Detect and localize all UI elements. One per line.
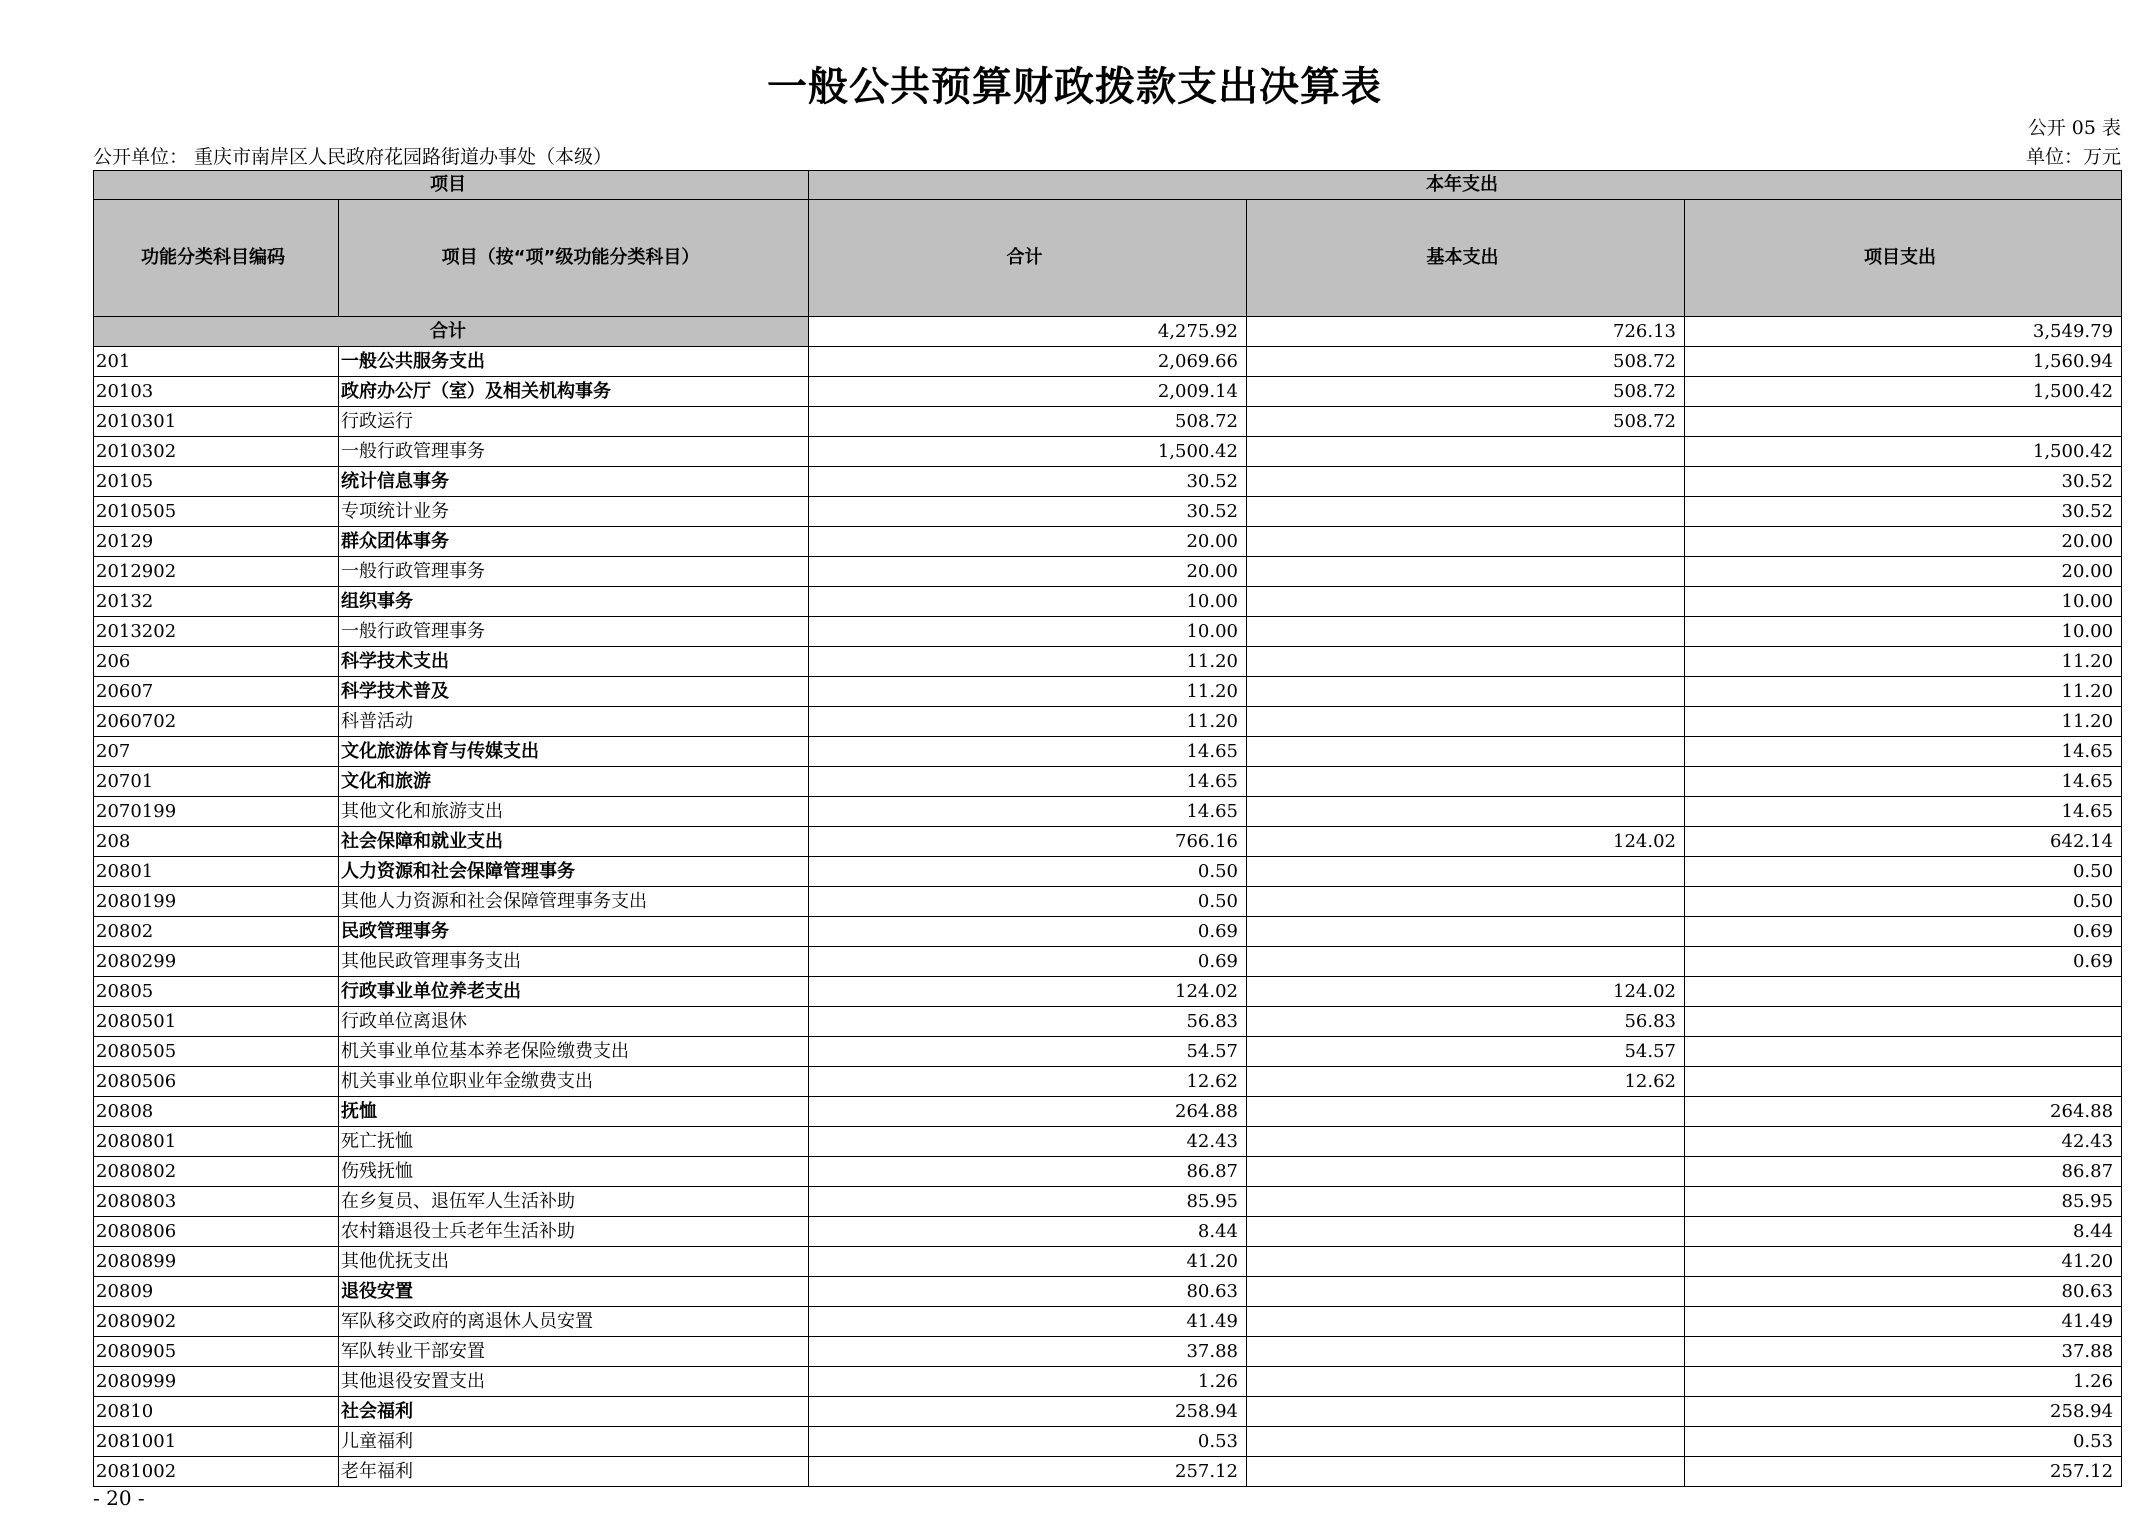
row-total: 1.26	[809, 1367, 1247, 1397]
row-total: 0.69	[809, 947, 1247, 977]
row-basic: 12.62	[1247, 1067, 1685, 1097]
row-total: 20.00	[809, 527, 1247, 557]
table-row	[94, 827, 2122, 857]
row-code: 20132	[94, 587, 339, 617]
row-total: 2,009.14	[809, 377, 1247, 407]
row-total: 508.72	[809, 407, 1247, 437]
table-row	[94, 1037, 2122, 1067]
table-row	[94, 1307, 2122, 1337]
table-row	[94, 767, 2122, 797]
unit-line	[93, 142, 2121, 168]
row-code: 20810	[94, 1397, 339, 1427]
row-total: 1,500.42	[809, 437, 1247, 467]
row-basic	[1247, 497, 1685, 527]
total-row	[94, 317, 2122, 347]
row-total: 30.52	[809, 497, 1247, 527]
table-row	[94, 1097, 2122, 1127]
row-project: 11.20	[1685, 707, 2122, 737]
row-name: 其他文化和旅游支出	[339, 797, 809, 827]
row-basic	[1247, 917, 1685, 947]
table-row	[94, 1187, 2122, 1217]
table-row	[94, 467, 2122, 497]
row-basic	[1247, 1367, 1685, 1397]
table-row	[94, 407, 2122, 437]
table-row	[94, 1127, 2122, 1157]
table-row	[94, 1157, 2122, 1187]
row-code: 2080902	[94, 1307, 339, 1337]
row-total: 85.95	[809, 1187, 1247, 1217]
row-code: 2080299	[94, 947, 339, 977]
row-total: 0.53	[809, 1427, 1247, 1457]
table-row	[94, 377, 2122, 407]
row-total: 766.16	[809, 827, 1247, 857]
row-name: 其他退役安置支出	[339, 1367, 809, 1397]
row-project: 0.50	[1685, 887, 2122, 917]
table-row	[94, 1397, 2122, 1427]
table-row	[94, 1007, 2122, 1037]
table-row	[94, 617, 2122, 647]
row-name: 机关事业单位基本养老保险缴费支出	[339, 1037, 809, 1067]
row-project: 20.00	[1685, 527, 2122, 557]
row-basic	[1247, 1097, 1685, 1127]
row-project: 10.00	[1685, 587, 2122, 617]
row-total: 11.20	[809, 707, 1247, 737]
table-row	[94, 947, 2122, 977]
row-code: 20808	[94, 1097, 339, 1127]
row-name: 文化旅游体育与传媒支出	[339, 737, 809, 767]
row-code: 20802	[94, 917, 339, 947]
row-total: 10.00	[809, 617, 1247, 647]
row-name: 民政管理事务	[339, 917, 809, 947]
row-total: 41.20	[809, 1247, 1247, 1277]
table-number: 公开 05 表	[2027, 117, 2121, 139]
header-item: 项目（按“项”级功能分类科目）	[339, 200, 809, 317]
row-basic: 508.72	[1247, 377, 1685, 407]
table-row	[94, 527, 2122, 557]
row-code: 2060702	[94, 707, 339, 737]
row-total: 10.00	[809, 587, 1247, 617]
row-name: 其他民政管理事务支出	[339, 947, 809, 977]
row-code: 2080801	[94, 1127, 339, 1157]
header-project-expenditure: 项目支出	[1685, 200, 2122, 317]
page-title: 一般公共预算财政拨款支出决算表	[767, 64, 1382, 110]
table-row	[94, 1427, 2122, 1457]
row-basic	[1247, 1127, 1685, 1157]
row-total: 86.87	[809, 1157, 1247, 1187]
table-row	[94, 917, 2122, 947]
row-name: 一般公共服务支出	[339, 347, 809, 377]
table-row	[94, 707, 2122, 737]
row-basic	[1247, 1427, 1685, 1457]
table-row	[94, 557, 2122, 587]
row-basic: 124.02	[1247, 977, 1685, 1007]
table-row	[94, 797, 2122, 827]
row-name: 文化和旅游	[339, 767, 809, 797]
row-project: 14.65	[1685, 797, 2122, 827]
row-project: 41.20	[1685, 1247, 2122, 1277]
table-row	[94, 1277, 2122, 1307]
row-code: 2080905	[94, 1337, 339, 1367]
row-code: 2013202	[94, 617, 339, 647]
row-basic	[1247, 1157, 1685, 1187]
row-project: 41.49	[1685, 1307, 2122, 1337]
row-project: 1,500.42	[1685, 437, 2122, 467]
row-name: 机关事业单位职业年金缴费支出	[339, 1067, 809, 1097]
row-code: 2080803	[94, 1187, 339, 1217]
row-basic	[1247, 737, 1685, 767]
header-total: 合计	[809, 200, 1247, 317]
header-row-1	[94, 171, 2122, 200]
row-name: 儿童福利	[339, 1427, 809, 1457]
row-basic	[1247, 797, 1685, 827]
row-code: 207	[94, 737, 339, 767]
row-name: 一般行政管理事务	[339, 557, 809, 587]
row-code: 2010302	[94, 437, 339, 467]
header-project: 项目	[94, 171, 809, 200]
row-project: 0.69	[1685, 917, 2122, 947]
row-total: 41.49	[809, 1307, 1247, 1337]
row-basic: 54.57	[1247, 1037, 1685, 1067]
table-row	[94, 1067, 2122, 1097]
row-code: 2080505	[94, 1037, 339, 1067]
row-name: 科学技术普及	[339, 677, 809, 707]
row-code: 206	[94, 647, 339, 677]
table-row	[94, 587, 2122, 617]
row-basic	[1247, 587, 1685, 617]
table-row	[94, 1337, 2122, 1367]
row-basic	[1247, 707, 1685, 737]
row-basic: 508.72	[1247, 347, 1685, 377]
row-name: 政府办公厅（室）及相关机构事务	[339, 377, 809, 407]
row-total: 264.88	[809, 1097, 1247, 1127]
total-project: 3,549.79	[1685, 317, 2122, 347]
row-code: 20801	[94, 857, 339, 887]
row-code: 201	[94, 347, 339, 377]
row-basic: 508.72	[1247, 407, 1685, 437]
row-basic	[1247, 1277, 1685, 1307]
row-project: 10.00	[1685, 617, 2122, 647]
row-code: 2012902	[94, 557, 339, 587]
header-current-year: 本年支出	[809, 171, 2122, 200]
row-code: 20805	[94, 977, 339, 1007]
row-code: 2010505	[94, 497, 339, 527]
table-row	[94, 647, 2122, 677]
row-project: 37.88	[1685, 1337, 2122, 1367]
row-basic	[1247, 857, 1685, 887]
row-project	[1685, 407, 2122, 437]
row-code: 2080806	[94, 1217, 339, 1247]
row-project: 30.52	[1685, 467, 2122, 497]
row-basic	[1247, 437, 1685, 467]
row-project: 0.53	[1685, 1427, 2122, 1457]
header-row-2	[94, 200, 2122, 317]
row-project: 20.00	[1685, 557, 2122, 587]
row-project: 258.94	[1685, 1397, 2122, 1427]
row-total: 14.65	[809, 797, 1247, 827]
row-basic	[1247, 617, 1685, 647]
row-name: 退役安置	[339, 1277, 809, 1307]
row-project: 642.14	[1685, 827, 2122, 857]
row-basic	[1247, 647, 1685, 677]
row-basic	[1247, 767, 1685, 797]
row-name: 统计信息事务	[339, 467, 809, 497]
row-name: 社会保障和就业支出	[339, 827, 809, 857]
row-total: 14.65	[809, 737, 1247, 767]
header-code: 功能分类科目编码	[94, 200, 339, 317]
row-total: 11.20	[809, 647, 1247, 677]
row-name: 人力资源和社会保障管理事务	[339, 857, 809, 887]
table-row	[94, 677, 2122, 707]
row-total: 0.50	[809, 857, 1247, 887]
row-basic	[1247, 467, 1685, 497]
row-code: 2010301	[94, 407, 339, 437]
row-project: 0.50	[1685, 857, 2122, 887]
row-name: 一般行政管理事务	[339, 437, 809, 467]
row-project: 14.65	[1685, 767, 2122, 797]
row-basic	[1247, 557, 1685, 587]
table-row	[94, 857, 2122, 887]
row-total: 2,069.66	[809, 347, 1247, 377]
table-row	[94, 1457, 2122, 1487]
row-total: 0.69	[809, 917, 1247, 947]
table-row	[94, 977, 2122, 1007]
row-code: 2080999	[94, 1367, 339, 1397]
row-basic	[1247, 1457, 1685, 1487]
row-total: 257.12	[809, 1457, 1247, 1487]
row-code: 20103	[94, 377, 339, 407]
row-name: 在乡复员、退伍军人生活补助	[339, 1187, 809, 1217]
page-number: - 20 -	[93, 1486, 145, 1510]
row-total: 14.65	[809, 767, 1247, 797]
row-code: 2080802	[94, 1157, 339, 1187]
row-project: 42.43	[1685, 1127, 2122, 1157]
row-project: 264.88	[1685, 1097, 2122, 1127]
row-code: 2081001	[94, 1427, 339, 1457]
row-total: 8.44	[809, 1217, 1247, 1247]
row-name: 科普活动	[339, 707, 809, 737]
row-basic	[1247, 1397, 1685, 1427]
row-code: 20809	[94, 1277, 339, 1307]
row-basic: 124.02	[1247, 827, 1685, 857]
row-name: 其他优抚支出	[339, 1247, 809, 1277]
row-code: 20701	[94, 767, 339, 797]
total-label: 合计	[94, 317, 809, 347]
row-name: 行政事业单位养老支出	[339, 977, 809, 1007]
reporting-unit: 公开单位： 重庆市南岸区人民政府花园路街道办事处（本级）	[93, 146, 613, 168]
row-code: 20129	[94, 527, 339, 557]
row-basic	[1247, 1337, 1685, 1367]
row-basic: 56.83	[1247, 1007, 1685, 1037]
row-name: 死亡抚恤	[339, 1127, 809, 1157]
row-total: 80.63	[809, 1277, 1247, 1307]
row-name: 行政运行	[339, 407, 809, 437]
row-total: 124.02	[809, 977, 1247, 1007]
table-row	[94, 737, 2122, 767]
row-total: 258.94	[809, 1397, 1247, 1427]
row-project: 8.44	[1685, 1217, 2122, 1247]
row-name: 老年福利	[339, 1457, 809, 1487]
row-total: 37.88	[809, 1337, 1247, 1367]
row-project	[1685, 1037, 2122, 1067]
row-name: 群众团体事务	[339, 527, 809, 557]
row-total: 30.52	[809, 467, 1247, 497]
table-row	[94, 497, 2122, 527]
row-total: 54.57	[809, 1037, 1247, 1067]
row-project: 11.20	[1685, 677, 2122, 707]
row-basic	[1247, 1247, 1685, 1277]
row-total: 0.50	[809, 887, 1247, 917]
expenditure-table	[93, 170, 2122, 1487]
row-code: 2070199	[94, 797, 339, 827]
row-basic	[1247, 947, 1685, 977]
row-project	[1685, 1067, 2122, 1097]
header-basic: 基本支出	[1247, 200, 1685, 317]
row-code: 2080899	[94, 1247, 339, 1277]
row-project: 11.20	[1685, 647, 2122, 677]
row-name: 农村籍退役士兵老年生活补助	[339, 1217, 809, 1247]
row-project: 0.69	[1685, 947, 2122, 977]
row-name: 军队转业干部安置	[339, 1337, 809, 1367]
table-row	[94, 1367, 2122, 1397]
row-basic	[1247, 1217, 1685, 1247]
row-basic	[1247, 527, 1685, 557]
row-project: 30.52	[1685, 497, 2122, 527]
table-row	[94, 1217, 2122, 1247]
row-project: 1.26	[1685, 1367, 2122, 1397]
row-project: 1,560.94	[1685, 347, 2122, 377]
row-code: 2080199	[94, 887, 339, 917]
table-row	[94, 887, 2122, 917]
row-total: 12.62	[809, 1067, 1247, 1097]
row-total: 56.83	[809, 1007, 1247, 1037]
row-code: 2080501	[94, 1007, 339, 1037]
row-basic	[1247, 1187, 1685, 1217]
row-project	[1685, 977, 2122, 1007]
row-name: 抚恤	[339, 1097, 809, 1127]
row-code: 20105	[94, 467, 339, 497]
row-project: 85.95	[1685, 1187, 2122, 1217]
row-name: 科学技术支出	[339, 647, 809, 677]
row-name: 行政单位离退休	[339, 1007, 809, 1037]
row-basic	[1247, 887, 1685, 917]
row-project: 80.63	[1685, 1277, 2122, 1307]
row-code: 2081002	[94, 1457, 339, 1487]
row-total: 11.20	[809, 677, 1247, 707]
row-project: 14.65	[1685, 737, 2122, 767]
row-name: 伤残抚恤	[339, 1157, 809, 1187]
row-project: 1,500.42	[1685, 377, 2122, 407]
row-name: 一般行政管理事务	[339, 617, 809, 647]
row-name: 社会福利	[339, 1397, 809, 1427]
row-code: 208	[94, 827, 339, 857]
row-name: 其他人力资源和社会保障管理事务支出	[339, 887, 809, 917]
row-basic	[1247, 1307, 1685, 1337]
table-row	[94, 437, 2122, 467]
row-project: 257.12	[1685, 1457, 2122, 1487]
table-row	[94, 347, 2122, 377]
currency-unit: 单位：万元	[2025, 146, 2121, 168]
row-total: 42.43	[809, 1127, 1247, 1157]
row-code: 20607	[94, 677, 339, 707]
row-name: 军队移交政府的离退休人员安置	[339, 1307, 809, 1337]
table-row	[94, 1247, 2122, 1277]
row-total: 20.00	[809, 557, 1247, 587]
row-basic	[1247, 677, 1685, 707]
row-name: 组织事务	[339, 587, 809, 617]
total-amount: 4,275.92	[809, 317, 1247, 347]
row-code: 2080506	[94, 1067, 339, 1097]
row-name: 专项统计业务	[339, 497, 809, 527]
row-project	[1685, 1007, 2122, 1037]
total-basic: 726.13	[1247, 317, 1685, 347]
row-project: 86.87	[1685, 1157, 2122, 1187]
